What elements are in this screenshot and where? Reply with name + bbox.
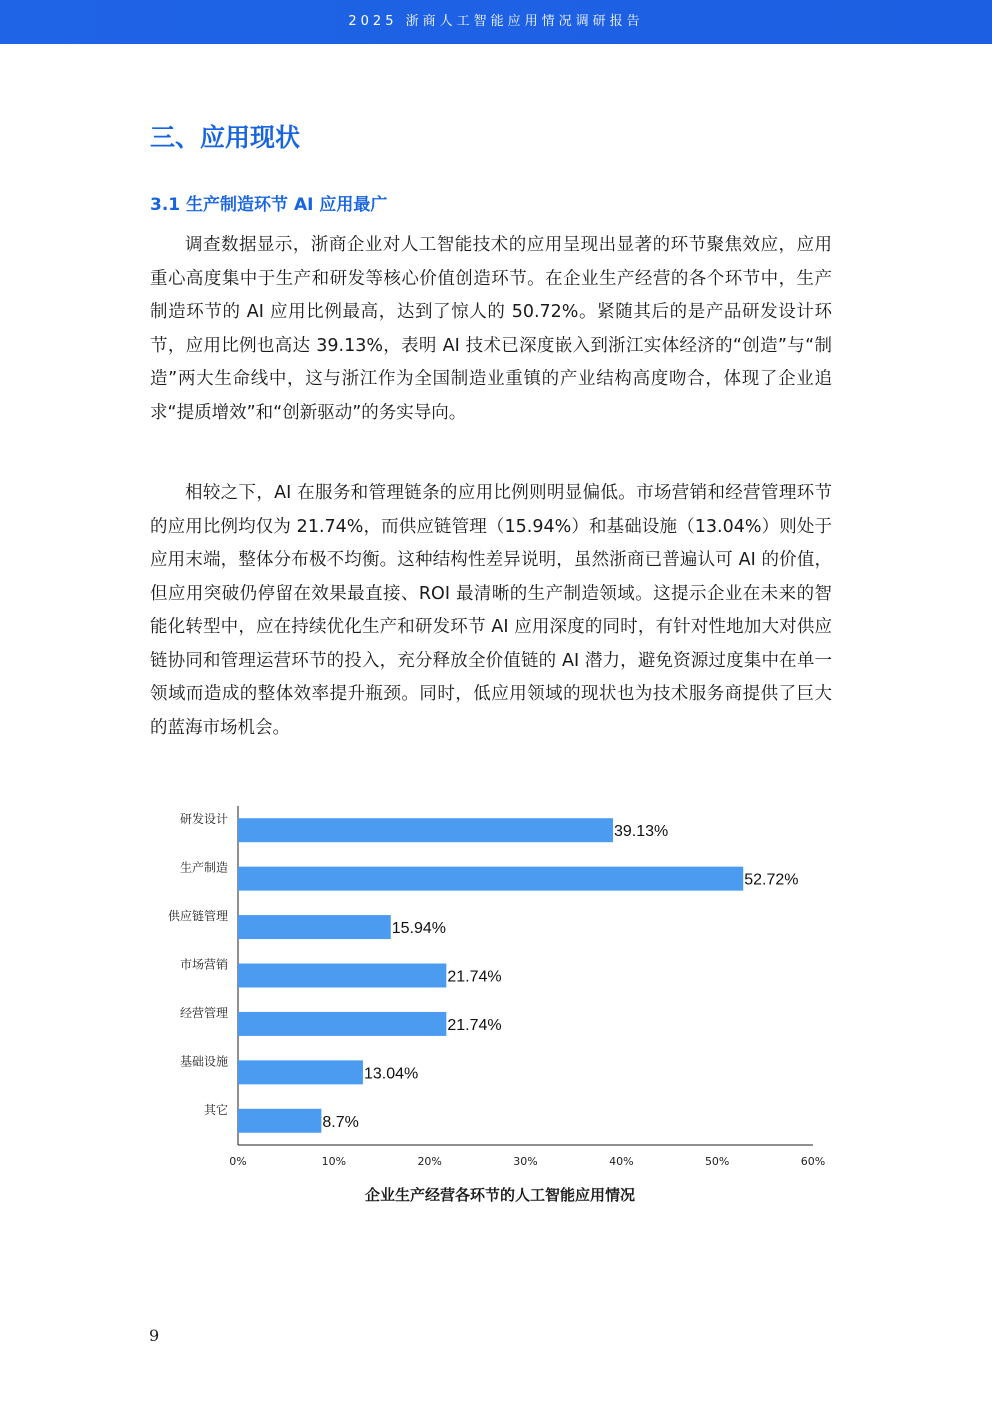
section-title: 三、应用现状: [150, 123, 301, 152]
category-label: 生产制造: [179, 860, 228, 875]
category-label: 市场营销: [179, 957, 228, 972]
category-label: 基础设施: [179, 1054, 228, 1069]
page-number: 9: [149, 1326, 160, 1345]
body-paragraph-2: 相较之下，AI 在服务和管理链条的应用比例则明显偏低。市场营销和经营管理环节的应用比例均仅为 21.74%，而供应链管理（15.94%）和基础设施（13.04%）则处于应用末端，整体分布极不均衡。这种结构性差异说明，虽然浙商已普遍认可 AI 的价值，但应用突破仍停留在效果最直接、ROI 最清晰的生产制造领域。这提示企业在未来的智能化转型中，应在持续优化生产和研发环节 AI 应用深度的同时，有针对性地加大对供应链协同和管理运营环节的投入，充分释放全价值链的 AI 潜力，避免资源过度集中在单一领域而造成的整体效率提升瓶颈。同时，低应用领域的现状也为技术服务商提供了巨大的蓝海市场机会。: [150, 483, 832, 738]
x-tick-label: 40%: [609, 1155, 634, 1168]
x-tick-label: 30%: [513, 1155, 538, 1168]
data-label: 39.13%: [613, 823, 669, 841]
subsection-title: 3.1 生产制造环节 AI 应用最广: [150, 195, 388, 215]
category-label: 供应链管理: [167, 909, 228, 924]
chart-title: 企业生产经营各环节的人工智能应用情况: [364, 1186, 635, 1204]
category-label: 研发设计: [179, 812, 228, 827]
header-title: 2025 浙商人工智能应用情况调研报告: [348, 14, 644, 29]
bar: [238, 867, 743, 891]
data-label: 21.74%: [447, 968, 502, 986]
bar-chart: [150, 800, 840, 1190]
bar: [238, 964, 446, 988]
bar: [238, 818, 613, 842]
x-tick-label: 20%: [417, 1155, 442, 1168]
x-tick-label: 10%: [321, 1155, 347, 1168]
bar: [238, 1109, 321, 1133]
data-label: 21.74%: [447, 1016, 502, 1034]
bar: [238, 1012, 446, 1036]
x-tick-label: 50%: [704, 1155, 730, 1168]
data-label: 13.04%: [363, 1065, 419, 1083]
bar: [238, 915, 391, 939]
data-label: 8.7%: [322, 1113, 359, 1131]
category-label: 其它: [203, 1102, 228, 1117]
bar: [238, 1060, 363, 1084]
bar-chart-svg: [150, 800, 840, 1190]
category-label: 经营管理: [179, 1005, 228, 1020]
body-paragraph-1: 调查数据显示，浙商企业对人工智能技术的应用呈现出显著的环节聚焦效应，应用重心高度集中于生产和研发等核心价值创造环节。在企业生产经营的各个环节中，生产制造环节的 AI 应用比例最高，达到了惊人的 50.72%。紧随其后的是产品研发设计环节，应用比例也高达 39.13%，表明 AI 技术已深度嵌入到浙江实体经济的“创造”与“制造”两大生命线中，这与浙江作为全国制造业重镇的产业结构高度吻合，体现了企业追求“提质增效”和“创新驱动”的务实导向。: [150, 235, 832, 423]
data-label: 52.72%: [744, 871, 799, 889]
x-tick-label: 0%: [229, 1155, 247, 1168]
data-label: 15.94%: [391, 920, 447, 938]
x-tick-label: 60%: [800, 1155, 826, 1168]
